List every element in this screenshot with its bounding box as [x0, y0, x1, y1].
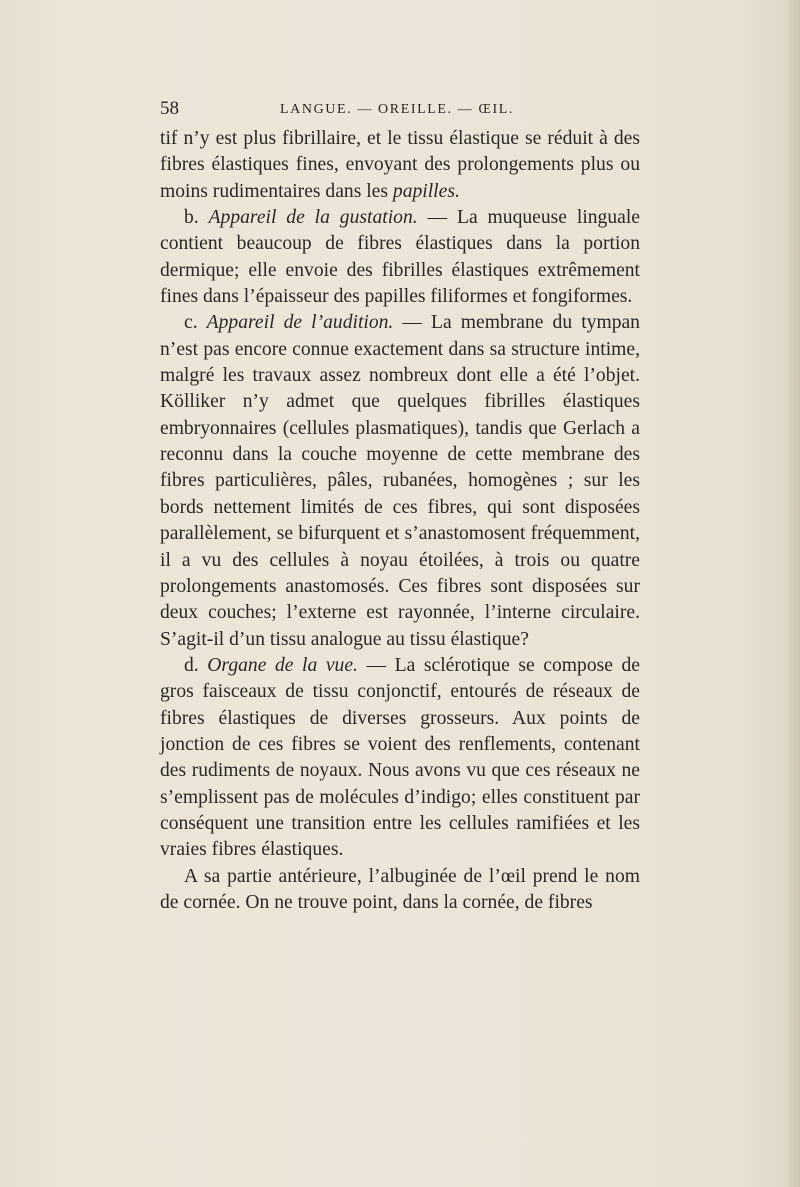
- section-title: Appareil de l’audition.: [206, 312, 394, 334]
- section-label: b.: [184, 207, 209, 229]
- running-head: LANGUE. — OREILLE. — ŒIL.: [280, 102, 515, 117]
- paragraph-text: tif n’y est plus fibrillaire, et le tissu élastique se réduit à des fibres élastiques fines, envoyant des prolongements plus ou moins rudimentaires dans les: [160, 128, 640, 202]
- section-title: Organe de la vue.: [207, 654, 358, 676]
- italic-term: papilles.: [392, 180, 460, 202]
- paragraph-cornee: [160, 864, 640, 917]
- paragraph-text: — La sclérotique se compose de gros faisceaux de tissu conjonctif, entourés de réseaux de fibres élastiques de diverses grosseurs. Aux points de jonction de ces fibres se voient des renflements, contenant des rudiments de noyaux. Nous avons vu que ces réseaux ne s’emplissent pas de molécules d’indigo; elles constituent par conséquent une transition entre les cellules ramifiées et les vraies fibres élastiques.: [160, 654, 641, 861]
- paragraph-vue: [160, 653, 640, 864]
- paragraph-gustation: [160, 205, 640, 310]
- section-title: Appareil de la gustation.: [208, 207, 418, 229]
- section-label: c.: [184, 312, 207, 334]
- page-number: 58: [160, 98, 179, 119]
- paragraph-text: — La membrane du tympan n’est pas encore connue exactement dans sa structure intime, malgré les travaux assez nombreux dont elle a été l’objet. Kölliker n’y admet que quelques fibrilles élastiques embryonnaires (cellules plasmatiques), tandis que Gerlach a reconnu dans la couche moyenne de cette membrane des fibres particulières, pâles, rubanées, homogènes ; sur les bords nettement limités de ces fibres, qui sont disposées parallèlement, se bifurquent et s’anastomosent fréquemment, il a vu des cellules à noyau étoilées, à trois ou quatre prolongements anastomosés. Ces fibres sont disposées sur deux couches; l’externe est rayonnée, l’interne circulaire. S’agit-il d’un tissu analogue au tissu élastique?: [160, 312, 640, 650]
- body-text: [160, 126, 640, 916]
- paragraph-audition: [160, 310, 640, 652]
- paragraph-text: — La muqueuse linguale contient beaucoup de fibres élastiques dans la portion dermique; elle envoie des fibrilles élastiques extrêmement fines dans l’épaisseur des papilles filiformes et fongiformes.: [160, 207, 640, 308]
- paragraph-text: A sa partie antérieure, l’albuginée de l’œil prend le nom de cornée. On ne trouve point, dans la cornée, de fibres: [160, 865, 640, 913]
- section-label: d.: [184, 654, 208, 676]
- page-header: [160, 98, 640, 128]
- page-edge-shadow: [786, 0, 800, 1187]
- paragraph-continuation: [160, 126, 640, 205]
